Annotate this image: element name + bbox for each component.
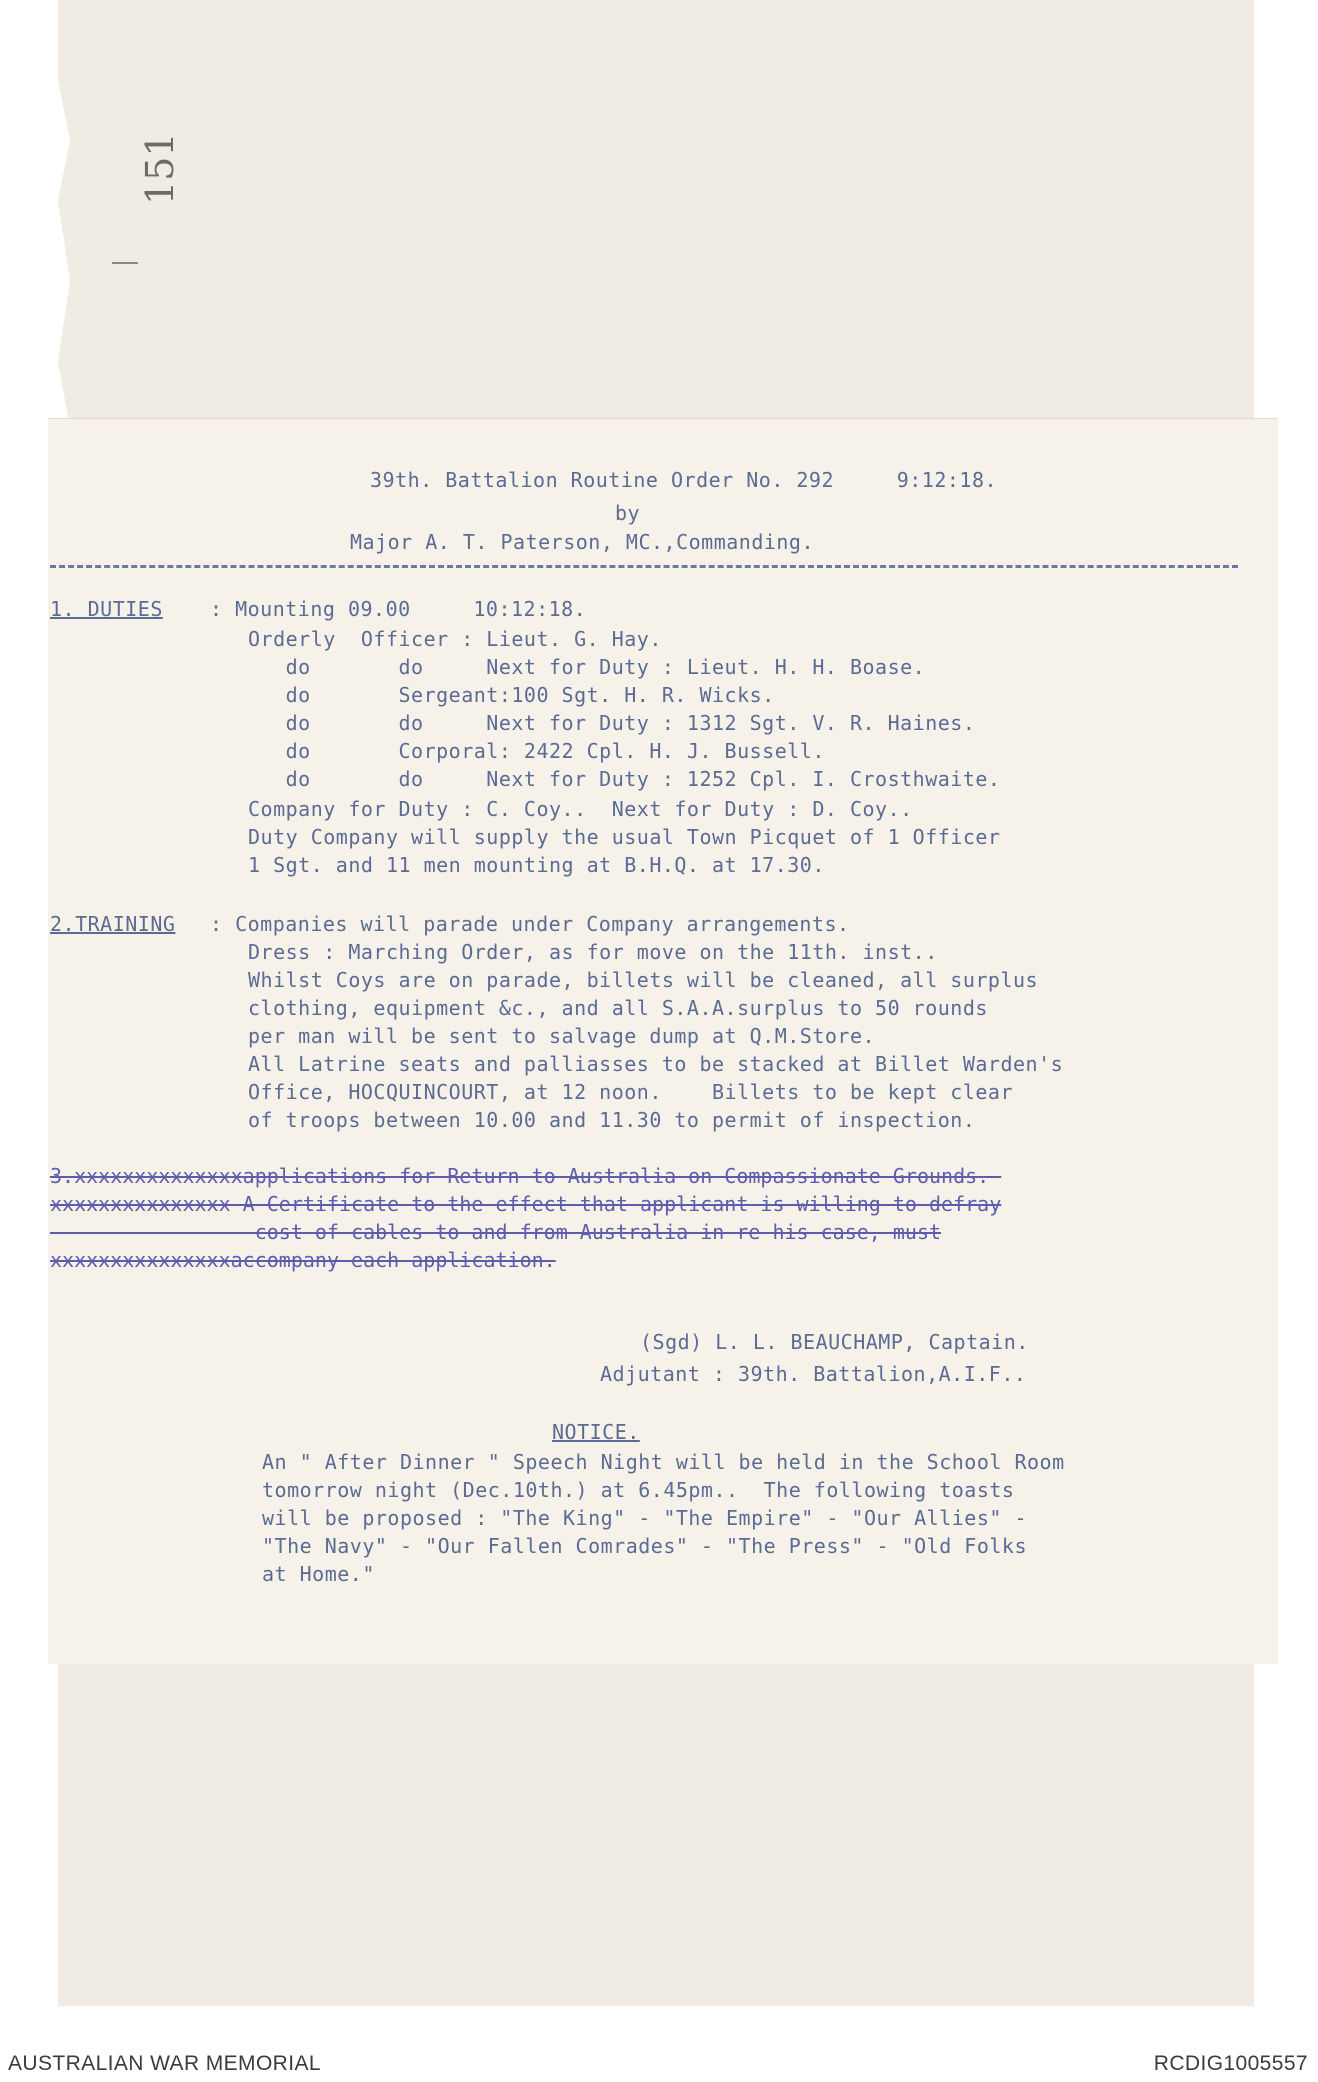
training-line: clothing, equipment &c., and all S.A.A.surplus to 50 rounds bbox=[248, 996, 988, 1020]
training-line: per man will be sent to salvage dump at Q.M.Store. bbox=[248, 1024, 876, 1048]
training-heading: 2.TRAINING bbox=[50, 912, 176, 936]
duties-line: do do Next for Duty : Lieut. H. H. Boase. bbox=[248, 655, 926, 679]
signature-title: Adjutant : 39th. Battalion,A.I.F.. bbox=[600, 1362, 1027, 1386]
folio-number: 151 bbox=[138, 132, 182, 205]
notice-line: "The Navy" - "Our Fallen Comrades" - "The Press" - "Old Folks bbox=[262, 1534, 1028, 1558]
order-title: 39th. Battalion Routine Order No. 292 9:12:18. bbox=[370, 468, 998, 492]
notice-line: will be proposed : "The King" - "The Empire" - "Our Allies" - bbox=[262, 1506, 1028, 1530]
training-line: Dress : Marching Order, as for move on the 11th. inst.. bbox=[248, 940, 938, 964]
duties-heading: 1. DUTIES bbox=[50, 597, 163, 621]
notice-heading: NOTICE. bbox=[552, 1420, 640, 1444]
order-by: by bbox=[615, 501, 641, 525]
struck-line: xxxxxxxxxxxxxxx A Certificate to the effect that applicant is willing to defray bbox=[50, 1192, 1002, 1216]
duties-line: Duty Company will supply the usual Town Picquet of 1 Officer bbox=[248, 825, 1001, 849]
archive-footer-left: AUSTRALIAN WAR MEMORIAL bbox=[8, 2052, 321, 2075]
duties-line: do do Next for Duty : 1312 Sgt. V. R. Haines. bbox=[248, 711, 976, 735]
training-line: Office, HOCQUINCOURT, at 12 noon. Billets to be kept clear bbox=[248, 1080, 1014, 1104]
header-rule bbox=[50, 565, 1238, 568]
struck-line: xxxxxxxxxxxxxxxaccompany each application. bbox=[50, 1248, 556, 1272]
folio-tick-mark bbox=[112, 262, 138, 264]
duties-line: do do Next for Duty : 1252 Cpl. I. Crosthwaite. bbox=[248, 767, 1001, 791]
duties-line: 1 Sgt. and 11 men mounting at B.H.Q. at 17.30. bbox=[248, 853, 825, 877]
struck-line: cost of cables to and from Australia in re his case, must bbox=[50, 1220, 942, 1244]
training-line: Whilst Coys are on parade, billets will be cleaned, all surplus bbox=[248, 968, 1039, 992]
signature-line: (Sgd) L. L. BEAUCHAMP, Captain. bbox=[640, 1330, 1029, 1354]
notice-line: at Home." bbox=[262, 1562, 375, 1586]
duties-line: Company for Duty : C. Coy.. Next for Duty : D. Coy.. bbox=[248, 797, 913, 821]
training-line: All Latrine seats and palliasses to be stacked at Billet Warden's bbox=[248, 1052, 1064, 1076]
duties-line: Orderly Officer : Lieut. G. Hay. bbox=[248, 627, 662, 651]
duties-line: do Corporal: 2422 Cpl. H. J. Bussell. bbox=[248, 739, 825, 763]
struck-line: 3.xxxxxxxxxxxxxxapplications for Return to Australia on Compassionate Grounds.- bbox=[50, 1164, 1002, 1188]
duties-line: : Mounting 09.00 10:12:18. bbox=[210, 597, 587, 621]
training-line: : Companies will parade under Company arrangements. bbox=[210, 912, 850, 936]
order-commanding: Major A. T. Paterson, MC.,Commanding. bbox=[350, 530, 815, 554]
archive-footer-right: RCDIG1005557 bbox=[1153, 2052, 1308, 2075]
notice-line: An " After Dinner " Speech Night will be held in the School Room bbox=[262, 1450, 1065, 1474]
training-line: of troops between 10.00 and 11.30 to permit of inspection. bbox=[248, 1108, 976, 1132]
notice-line: tomorrow night (Dec.10th.) at 6.45pm.. The following toasts bbox=[262, 1478, 1015, 1502]
duties-line: do Sergeant:100 Sgt. H. R. Wicks. bbox=[248, 683, 775, 707]
